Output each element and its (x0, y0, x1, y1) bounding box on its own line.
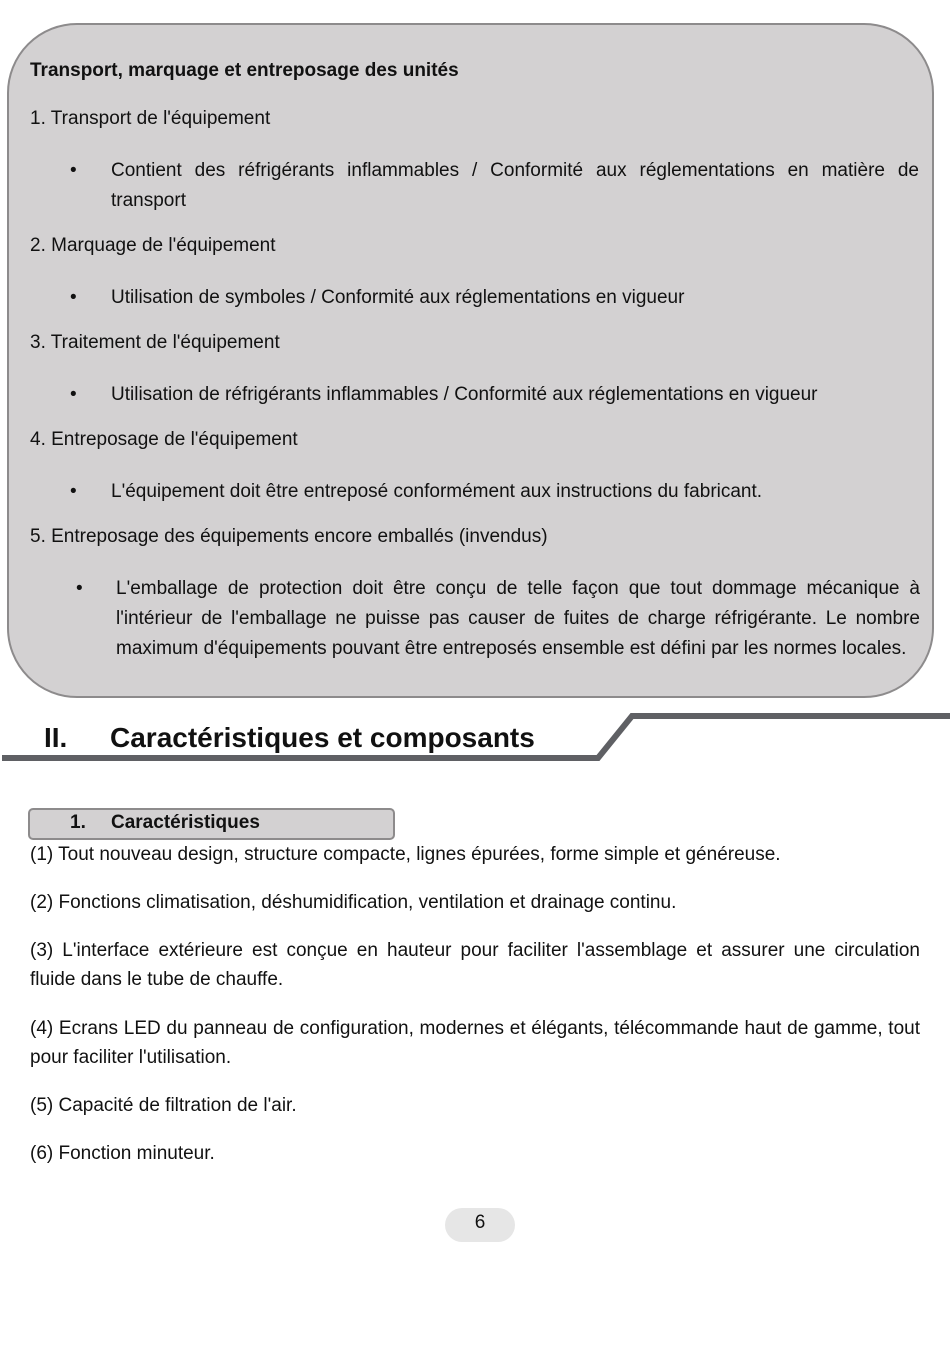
bullet-symbol: • (76, 578, 83, 599)
feature-item: (5) Capacité de filtration de l'air. (30, 1095, 297, 1116)
box-item-bullet: Contient des réfrigérants inflammables / Conformité aux réglementations en matière de transport (111, 160, 919, 211)
bullet-symbol: • (70, 160, 77, 181)
page-number: 6 (474, 1212, 486, 1233)
bullet-symbol: • (70, 287, 77, 308)
subsection-heading (70, 812, 260, 834)
box-item-label: 4. Entreposage de l'équipement (30, 429, 298, 450)
bullet-symbol: • (70, 384, 77, 405)
box-item-bullet: Utilisation de réfrigérants inflammables / Conformité aux réglementations en vigueur (111, 384, 818, 405)
box-item-label: 5. Entreposage des équipements encore emballés (invendus) (30, 526, 548, 547)
box-item-label: 1. Transport de l'équipement (30, 108, 271, 129)
feature-item: (2) Fonctions climatisation, déshumidification, ventilation et drainage continu. (30, 892, 677, 913)
subsection-title: Caractéristiques (111, 812, 260, 833)
section-heading (44, 722, 535, 754)
feature-item: (4) Ecrans LED du panneau de configuration, modernes et élégants, télécommande haut de gamme, tout pour faciliter l'utilisation. (30, 1018, 920, 1068)
box-item-label: 2. Marquage de l'équipement (30, 235, 276, 256)
box-item-bullet: Utilisation de symboles / Conformité aux réglementations en vigueur (111, 287, 685, 308)
feature-item: (3) L'interface extérieure est conçue en hauteur pour faciliter l'assemblage et assurer une circulation fluide dans le tube de chauffe. (30, 940, 920, 990)
box-item-bullet: L'emballage de protection doit être conçu de telle façon que tout dommage mécanique à l'intérieur de l'emballage ne puisse pas causer de fuites de charge réfrigérante. Le nombre maximum d'équipements pouvant être entreposés ensemble est défini par les normes locales. (116, 578, 920, 659)
subsection-number: 1. (70, 812, 86, 833)
section-number: II. (44, 722, 68, 753)
box-item-label: 3. Traitement de l'équipement (30, 332, 280, 353)
box-item-bullet: L'équipement doit être entreposé conformément aux instructions du fabricant. (111, 481, 763, 502)
feature-item: (1) Tout nouveau design, structure compacte, lignes épurées, forme simple et généreuse. (30, 844, 781, 865)
feature-item: (6) Fonction minuteur. (30, 1143, 215, 1164)
box-title: Transport, marquage et entreposage des unités (30, 60, 459, 81)
bullet-symbol: • (70, 481, 77, 502)
section-title: Caractéristiques et composants (110, 722, 535, 753)
